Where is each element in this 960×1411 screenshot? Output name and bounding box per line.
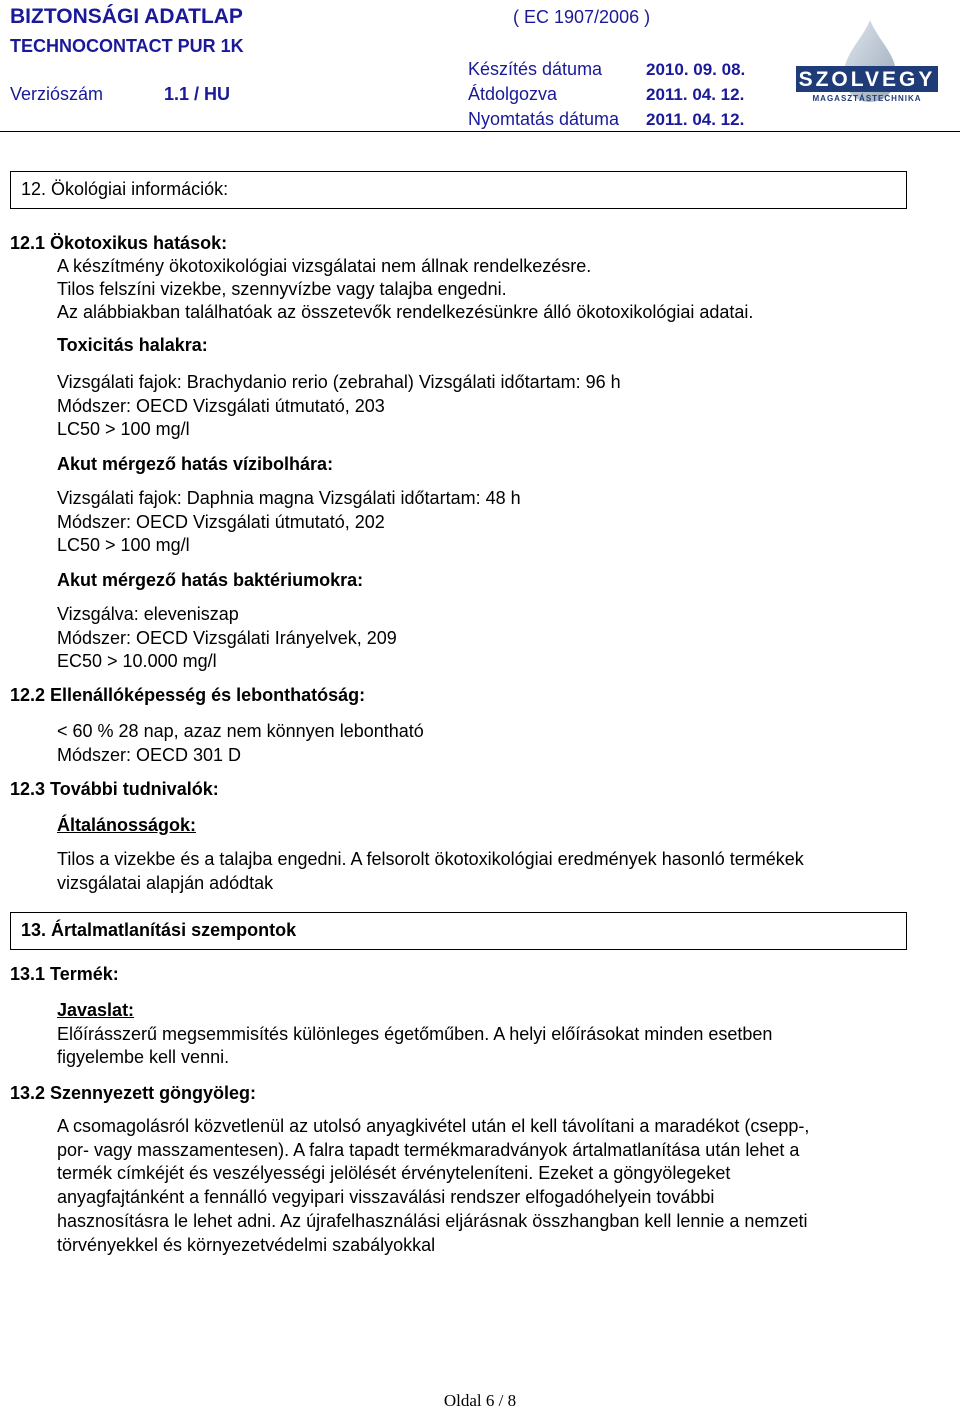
version-label: Verziószám [10,84,104,104]
fish-line: LC50 > 100 mg/l [57,419,190,439]
section-13-title: 13. Ártalmatlanítási szempontok [21,920,297,940]
company-logo [792,18,942,118]
printed-label: Nyomtatás dátuma [468,109,620,129]
daphnia-line: Módszer: OECD Vizsgálati útmutató, 202 [57,512,385,532]
section-12-1-title: 12.1 Ökotoxikus hatások: [10,233,228,253]
product-name: TECHNOCONTACT PUR 1K [10,36,244,56]
section-12-2-title: 12.2 Ellenállóképesség és lebonthatóság: [10,685,366,705]
section-13-2-title: 13.2 Szennyezett göngyöleg: [10,1083,257,1103]
section-12-heading-box [10,171,907,209]
eco-line: A készítmény ökotoxikológiai vizsgálatai nem állnak rendelkezésre. [57,256,592,276]
page-number: Oldal 6 / 8 [443,1391,517,1410]
bacteria-line: Vizsgálva: eleveniszap [57,604,239,624]
packaging-line: törvényekkel és környezetvédelmi szabályokkal [57,1235,436,1255]
fish-toxicity-title: Toxicitás halakra: [57,335,208,355]
revised-value: 2011. 04. 12. [646,85,745,104]
eco-line: Az alábbiakban találhatóak az összetevők rendelkezésünkre álló ökotoxikológiai adatai. [57,302,754,322]
section-13-heading-box [10,912,907,950]
daphnia-title: Akut mérgező hatás vízibolhára: [57,454,334,474]
degradability-line: < 60 % 28 nap, azaz nem könnyen lebontható [57,721,424,741]
regulation-reference: ( EC 1907/2006 ) [513,7,651,27]
document-title: BIZTONSÁGI ADATLAP [10,5,243,28]
suggestion-subtitle: Javaslat: [57,1000,135,1020]
degradability-line: Módszer: OECD 301 D [57,745,242,765]
logo-text: SZOLVEGY [798,68,936,91]
packaging-line: por- vagy masszamentesen). A falra tapadt termékmaradványok ártalmatlanítása után lehet a [57,1140,800,1160]
fish-line: Vizsgálati fajok: Brachydanio rerio (zebrahal) Vizsgálati időtartam: 96 h [57,372,621,392]
bacteria-line: Módszer: OECD Vizsgálati Irányelvek, 209 [57,628,397,648]
daphnia-line: Vizsgálati fajok: Daphnia magna Vizsgálati időtartam: 48 h [57,488,521,508]
section-12-title: 12. Ökológiai információk: [21,179,229,199]
packaging-line: anyagfajtánként a fennálló vegyipari visszaválási rendszer elfogadóhelyein további [57,1187,715,1207]
bacteria-line: EC50 > 10.000 mg/l [57,651,217,671]
product-disposal-line: Előírásszerű megsemmisítés különleges égetőműben. A helyi előírásokat minden esetben [57,1024,773,1044]
revised-label: Átdolgozva [468,84,558,104]
created-label: Készítés dátuma [468,59,603,79]
packaging-line: hasznosításra le lehet adni. Az újrafelhasználási eljárásnak összhangban kell lennie a nemzeti [57,1211,808,1231]
packaging-line: A csomagolásról közvetlenül az utolsó anyagkivétel után el kell távolítani a maradékot (csepp-, [57,1116,810,1136]
bacteria-title: Akut mérgező hatás baktériumokra: [57,570,364,590]
general-subtitle: Általánosságok: [57,815,197,835]
product-disposal-line: figyelembe kell venni. [57,1047,230,1067]
general-line: vizsgálatai alapján adódtak [57,873,274,893]
document-header [0,0,960,132]
printed-value: 2011. 04. 12. [646,110,745,129]
eco-line: Tilos felszíni vizekbe, szennyvízbe vagy talajba engedni. [57,279,507,299]
logo-subtext: MAGASZTÁSTECHNIKA [812,94,922,103]
created-value: 2010. 09. 08. [646,60,746,79]
section-13-1-title: 13.1 Termék: [10,964,119,984]
daphnia-line: LC50 > 100 mg/l [57,535,190,555]
fish-line: Módszer: OECD Vizsgálati útmutató, 203 [57,396,385,416]
general-line: Tilos a vizekbe és a talajba engedni. A felsorolt ökotoxikológiai eredmények hasonló termékek [57,849,804,869]
version-value: 1.1 / HU [164,84,231,104]
section-12-3-title: 12.3 További tudnivalók: [10,779,219,799]
packaging-line: termék címkéjét és veszélyességi jelölését érvényteleníteni. Ezeket a göngyölegeket [57,1163,731,1183]
